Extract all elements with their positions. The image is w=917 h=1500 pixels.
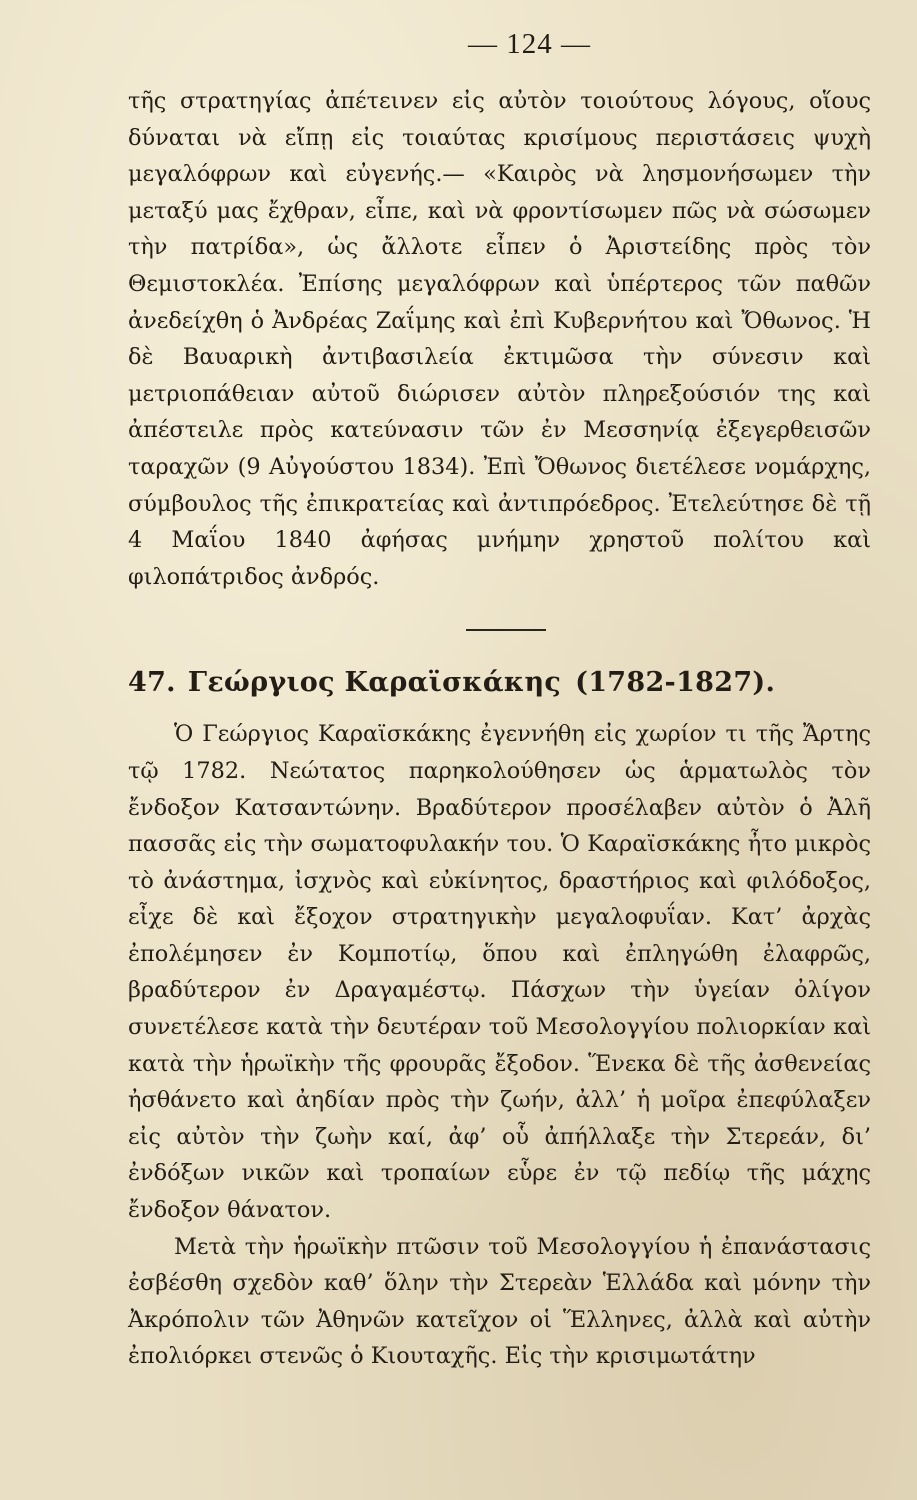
section-heading: [128, 667, 871, 698]
page-number: — 124 —: [468, 28, 591, 60]
paragraph-biography: Ὁ Γεώργιος Καραϊσκάκης ἐγεννήθη εἰς χωρίον τι τῆς Ἄρτης τῷ 1782. Νεώτατος παρηκολούθησεν ὡς ἁρματωλὸς τὸν ἔνδοξον Κατσαντώνην. Βραδύτερον προσέλαβεν αὐτὸν ὁ Ἀλῆ πασσᾶς εἰς τὴν σωματοφυλακήν του. Ὁ Καραϊσκάκης ἦτο μικρὸς τὸ ἀνάστημα, ἰσχνὸς καὶ εὐκίνητος, δραστήριος καὶ φιλόδοξος, εἶχε δὲ καὶ ἔξοχον στρατηγικὴν μεγαλοφυΐαν. Κατ’ ἀρχὰς ἐπολέμησεν ἐν Κομποτίῳ, ὅπου καὶ ἐπληγώθη ἐλαφρῶς, βραδύτερον ἐν Δραγαμέστῳ. Πάσχων τὴν ὑγείαν ὀλίγον συνετέλεσε κατὰ τὴν δευτέραν τοῦ Μεσολογγίου πολιορκίαν καὶ κατὰ τὴν ἡρωϊκὴν τῆς φρουρᾶς ἔξοδον. Ἕνεκα δὲ τῆς ἀσθενείας ἠσθάνετο καὶ ἀηδίαν πρὸς τὴν ζωήν, ἀλλ’ ἡ μοῖρα ἐπεφύλαξεν εἰς αὐτὸν τὴν ζωὴν καί, ἀφ’ οὗ ἀπήλλαξε τὴν Στερεάν, δι’ ἐνδόξων νικῶν καὶ τροπαίων εὗρε ἐν τῷ πεδίῳ τῆς μάχης ἔνδοξον θάνατον.: [128, 721, 871, 1224]
section-divider: [466, 629, 546, 631]
section-number: 47.: [128, 667, 176, 699]
section-title: Γεώργιος Καραϊσκάκης: [187, 667, 562, 699]
paragraph-mesolonghi: Μετὰ τὴν ἡρωϊκὴν πτῶσιν τοῦ Μεσολογγίου ἡ ἐπανάστασις ἐσβέσθη σχεδὸν καθ’ ὅλην τὴν Στερεὰν Ἑλλάδα καὶ μόνην τὴν Ἀκρόπολιν τῶν Ἀθηνῶν κατεῖχον οἱ Ἕλληνες, ἀλλὰ καὶ αὐτὴν ἐπολιόρκει στενῶς ὁ Κιουταχῆς. Εἰς τὴν κρισιμωτάτην: [128, 1233, 871, 1370]
paragraph-continued: τῆς στρατηγίας ἀπέτεινεν εἰς αὐτὸν τοιούτους λόγους, οἵους δύναται νὰ εἴπῃ εἰς τοιαύτας κρισίμους περιστάσεις ψυχὴ μεγαλόφρων καὶ εὐγενής.— «Καιρὸς νὰ λησμονήσωμεν τὴν μεταξύ μας ἔχθραν, εἶπε, καὶ νὰ φροντίσωμεν πῶς νὰ σώσωμεν τὴν πατρίδα», ὡς ἄλλοτε εἶπεν ὁ Ἀριστείδης πρὸς τὸν Θεμιστοκλέα. Ἐπίσης μεγαλόφρων καὶ ὑπέρτερος τῶν παθῶν ἀνεδείχθη ὁ Ἀνδρέας Ζαΐμης καὶ ἐπὶ Κυβερνήτου καὶ Ὄθωνος. Ἡ δὲ Βαυαρικὴ ἀντιβασιλεία ἐκτιμῶσα τὴν σύνεσιν καὶ μετριοπάθειαν αὐτοῦ διώρισεν αὐτὸν πληρεξούσιόν της καὶ ἀπέστειλε πρὸς κατεύνασιν τῶν ἐν Μεσσηνίᾳ ἐξεγερθεισῶν ταραχῶν (9 Αὐγούστου 1834). Ἐπὶ Ὄθωνος διετέλεσε νομάρχης, σύμβουλος τῆς ἐπικρατείας καὶ ἀντιπρόεδρος. Ἐτελεύτησε δὲ τῇ 4 Μαΐου 1840 ἀφήσας μνήμην χρηστοῦ πολίτου καὶ φιλοπάτριδος ἀνδρός.: [128, 88, 871, 590]
section-dates: (1782-1827).: [575, 667, 776, 699]
